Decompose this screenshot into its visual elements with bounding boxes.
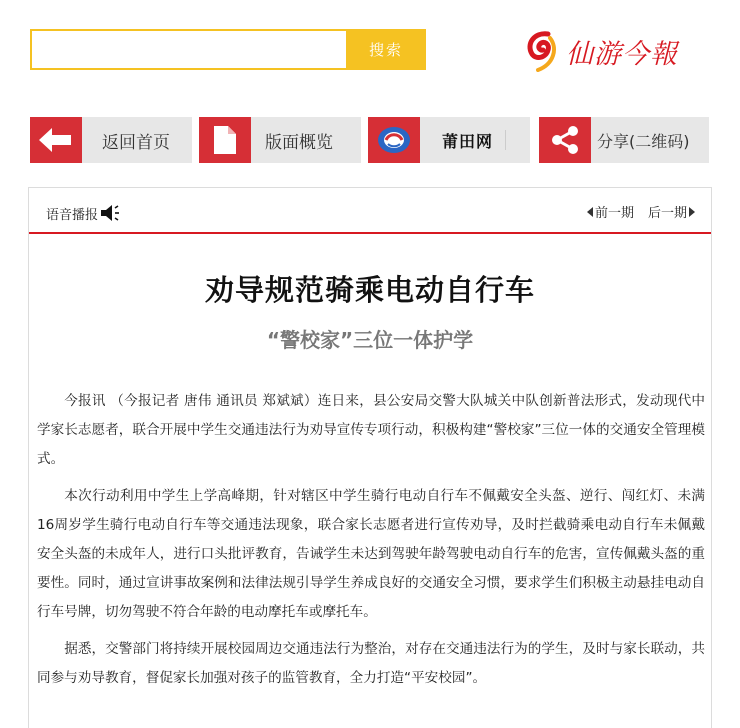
putian-net-label: 莆田网 [442, 131, 494, 151]
layout-overview-label: 版面概览 [265, 132, 333, 153]
search-button[interactable]: 搜索 [346, 29, 426, 70]
voice-broadcast-button[interactable] [46, 203, 124, 223]
article-toolbar [29, 188, 711, 234]
next-issue-link[interactable]: 后一期 [647, 206, 687, 221]
article-body [37, 387, 705, 701]
putian-net-link[interactable] [368, 117, 530, 163]
document-icon [199, 117, 251, 163]
arrow-left-icon [30, 117, 82, 163]
article-subtitle: “警校家”三位一体护学 [266, 328, 474, 352]
triangle-right-icon [689, 207, 695, 217]
previous-issue-link[interactable]: 前一期 [594, 206, 634, 221]
logo-emblem-icon [524, 30, 560, 72]
share-qrcode-label: 分享(二维码) [597, 131, 690, 151]
site-logo[interactable] [524, 28, 678, 74]
issue-navigation [587, 202, 695, 221]
search-input[interactable] [30, 29, 350, 70]
speaker-icon [100, 203, 124, 223]
article-panel [28, 187, 712, 728]
back-home-button[interactable] [30, 117, 192, 163]
voice-broadcast-label: 语音播报 [46, 207, 99, 223]
article-paragraph: 据悉，交警部门将持续开展校园周边交通违法行为整治，对存在交通违法行为的学生，及时与家长联动，共同参与劝导教育，督促家长加强对孩子的监管教育，全力打造“平安校园”。 [37, 641, 705, 686]
article-paragraph: 今报讯 （今报记者 唐伟 通讯员 郑斌斌）连日来，县公安局交警大队城关中队创新普法形式，发动现代中学家长志愿者，联合开展中学生交通违法行为劝导宣传专项行动，积极构建“警校家”三位一体的交通安全管理模式。 [37, 393, 705, 467]
share-qrcode-button[interactable] [539, 117, 709, 163]
search-bar [30, 29, 426, 70]
layout-overview-button[interactable] [199, 117, 361, 163]
article-title: 劝导规范骑乘电动自行车 [204, 273, 535, 307]
putian-logo-icon [368, 117, 420, 163]
article-paragraph: 本次行动利用中学生上学高峰期，针对辖区中学生骑行电动自行车不佩戴安全头盔、逆行、闯红灯、未满16周岁学生骑行电动自行车等交通违法现象，联合家长志愿者进行宣传劝导，及时拦截骑乘电动自行车未佩戴安全头盔的未成年人，进行口头批评教育，告诫学生未达到驾驶年龄驾驶电动自行车的危害，宣传佩戴头盔的重要性。同时，通过宣讲事故案例和法律法规引导学生养成良好的交通安全习惯，要求学生们积极主动悬挂电动自行车号牌，切勿驾驶不符合年龄的电动摩托车或摩托车。 [37, 488, 705, 620]
logo-text: 仙游今報 [566, 38, 678, 70]
share-icon [539, 117, 591, 163]
triangle-left-icon [587, 207, 593, 217]
divider [505, 130, 506, 150]
back-home-label: 返回首页 [102, 132, 170, 153]
